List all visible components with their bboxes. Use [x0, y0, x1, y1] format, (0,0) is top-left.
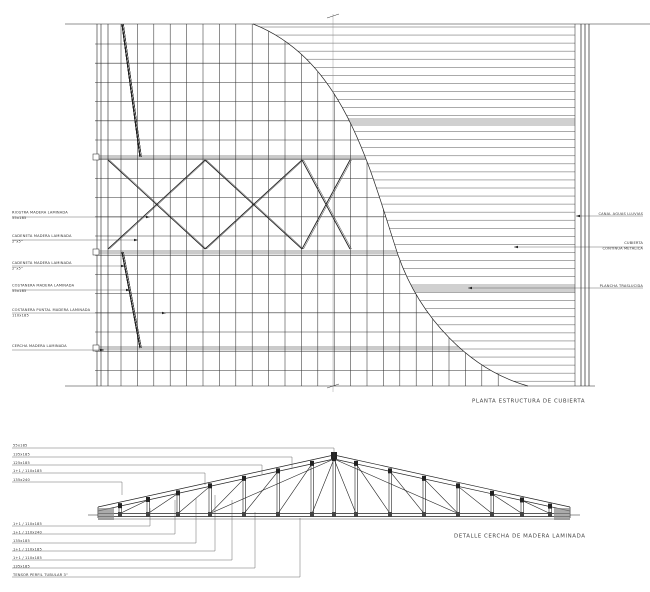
beam-plate	[93, 154, 99, 160]
connector-plate	[548, 504, 552, 509]
leader-line	[12, 465, 262, 474]
label-costanera: COSTANERA MADERA LAMINADA	[12, 283, 75, 288]
label-cubierta-continua: CONTINUA METALICA	[602, 246, 643, 251]
label-riostra-size: 55x185	[12, 216, 27, 220]
label-cadeneta-2-size: 2"x5"	[12, 266, 23, 271]
leader-line	[12, 512, 255, 568]
connector-plate	[146, 497, 150, 502]
plan-title: PLANTA ESTRUCTURA DE CUBIERTA	[472, 398, 586, 405]
connector-plate	[208, 512, 212, 517]
leader-line	[12, 482, 122, 495]
truss-label-bottom-3: 135x185	[13, 539, 30, 543]
truss-detail	[12, 444, 586, 578]
connector-plate	[176, 490, 180, 495]
truss-label-top-4: 1+1 / 110x185	[13, 469, 42, 473]
zigzag-brace	[123, 252, 141, 348]
label-costanera-puntal: COSTANERA PUNTAL MADERA LAMINADA	[12, 308, 91, 312]
label-costanera-size: 55x185	[12, 289, 27, 293]
connector-plate	[276, 512, 280, 517]
connector-plate	[422, 476, 426, 481]
connector-plate	[208, 483, 212, 488]
truss-label-bottom-1: 1+1 / 110x185	[13, 522, 42, 526]
connector-plate	[146, 512, 150, 517]
top-chord	[98, 459, 334, 511]
leader-arrow	[146, 216, 150, 219]
truss-label-top-5: 135x240	[13, 478, 30, 482]
truss-label-top-1: 55x185	[13, 443, 28, 448]
label-cercha: CERCHA MADERA LAMINADA	[12, 344, 67, 348]
connector-plate	[176, 512, 180, 517]
leader-line	[12, 457, 292, 468]
connector-plate	[490, 491, 494, 496]
truss-label-bottom-6: 135x185	[13, 564, 30, 569]
label-cadeneta-1-size: 2"x5"	[12, 239, 23, 244]
web-diagonal	[278, 464, 312, 514]
web-diagonal	[522, 500, 550, 513]
connector-plate	[456, 483, 460, 488]
leader-arrow	[162, 312, 166, 315]
label-cadeneta-1: CADENETA MADERA LAMINADA	[12, 234, 72, 238]
connector-plate	[520, 497, 524, 502]
translucent-sheet	[240, 118, 575, 126]
truss-leader-lines	[12, 448, 334, 577]
leader-line	[12, 498, 196, 543]
truss-label-top-3: 125x185	[13, 461, 30, 465]
web-diagonal	[178, 486, 210, 513]
connector-plate	[354, 461, 358, 466]
label-cadeneta-2: CADENETA MADERA LAMINADA	[12, 261, 72, 265]
truss-label-bottom-2: 1+1 / 110x240	[13, 530, 42, 535]
end-support	[98, 508, 114, 520]
web-diagonal	[424, 479, 458, 514]
leader-arrow	[576, 215, 580, 218]
top-chord	[334, 455, 570, 507]
connector-plate	[548, 512, 552, 517]
connector-plate	[520, 512, 524, 517]
connector-plate	[310, 512, 314, 517]
truss-title: DETALLE CERCHA DE MADERA LAMINADA	[454, 533, 586, 540]
top-chord	[98, 455, 334, 507]
truss-label-bottom-4: 1+1 / 110x185	[13, 547, 42, 552]
beam-plate	[93, 249, 99, 255]
top-chord	[334, 459, 570, 511]
truss-members	[88, 452, 580, 520]
truss-label-bottom-5: 1+1 / 110x185	[13, 556, 42, 560]
label-canal-aguas: CANAL AGUAS LLUVIAS	[598, 212, 643, 216]
cross-bracing	[108, 24, 352, 348]
label-plancha-traslucida: PLANCHA TRASLUCIDA	[599, 284, 643, 288]
connector-plate	[118, 512, 122, 517]
label-cubierta: CUBIERTA	[624, 241, 643, 245]
truss-label-tensor: TENSOR PERFIL TUBULAR 3"	[13, 573, 68, 577]
connector-plate	[310, 461, 314, 466]
label-riostra: RIOSTRA MADERA LAMINADA	[12, 210, 68, 215]
connector-plate	[422, 512, 426, 517]
leader-line	[12, 500, 175, 534]
end-support	[554, 508, 570, 520]
connector-plate	[332, 512, 336, 517]
connector-plate	[490, 512, 494, 517]
connector-plate	[456, 512, 460, 517]
connector-plate	[118, 503, 122, 508]
label-costanera-puntal-size: 110x185	[12, 313, 29, 318]
connector-plate	[242, 476, 246, 481]
connector-plate	[388, 512, 392, 517]
connector-plate	[242, 512, 246, 517]
connector-plate	[388, 468, 392, 473]
leader-line	[12, 448, 334, 458]
leader-line	[12, 473, 205, 485]
connector-plate	[276, 468, 280, 473]
web-diagonal	[120, 500, 148, 514]
roof-sheeting-area	[240, 24, 575, 386]
web-diagonal	[356, 464, 390, 514]
roof-structure-plan	[12, 14, 650, 405]
connector-plate	[354, 512, 358, 517]
truss-label-top-2: 135x185	[13, 452, 30, 457]
